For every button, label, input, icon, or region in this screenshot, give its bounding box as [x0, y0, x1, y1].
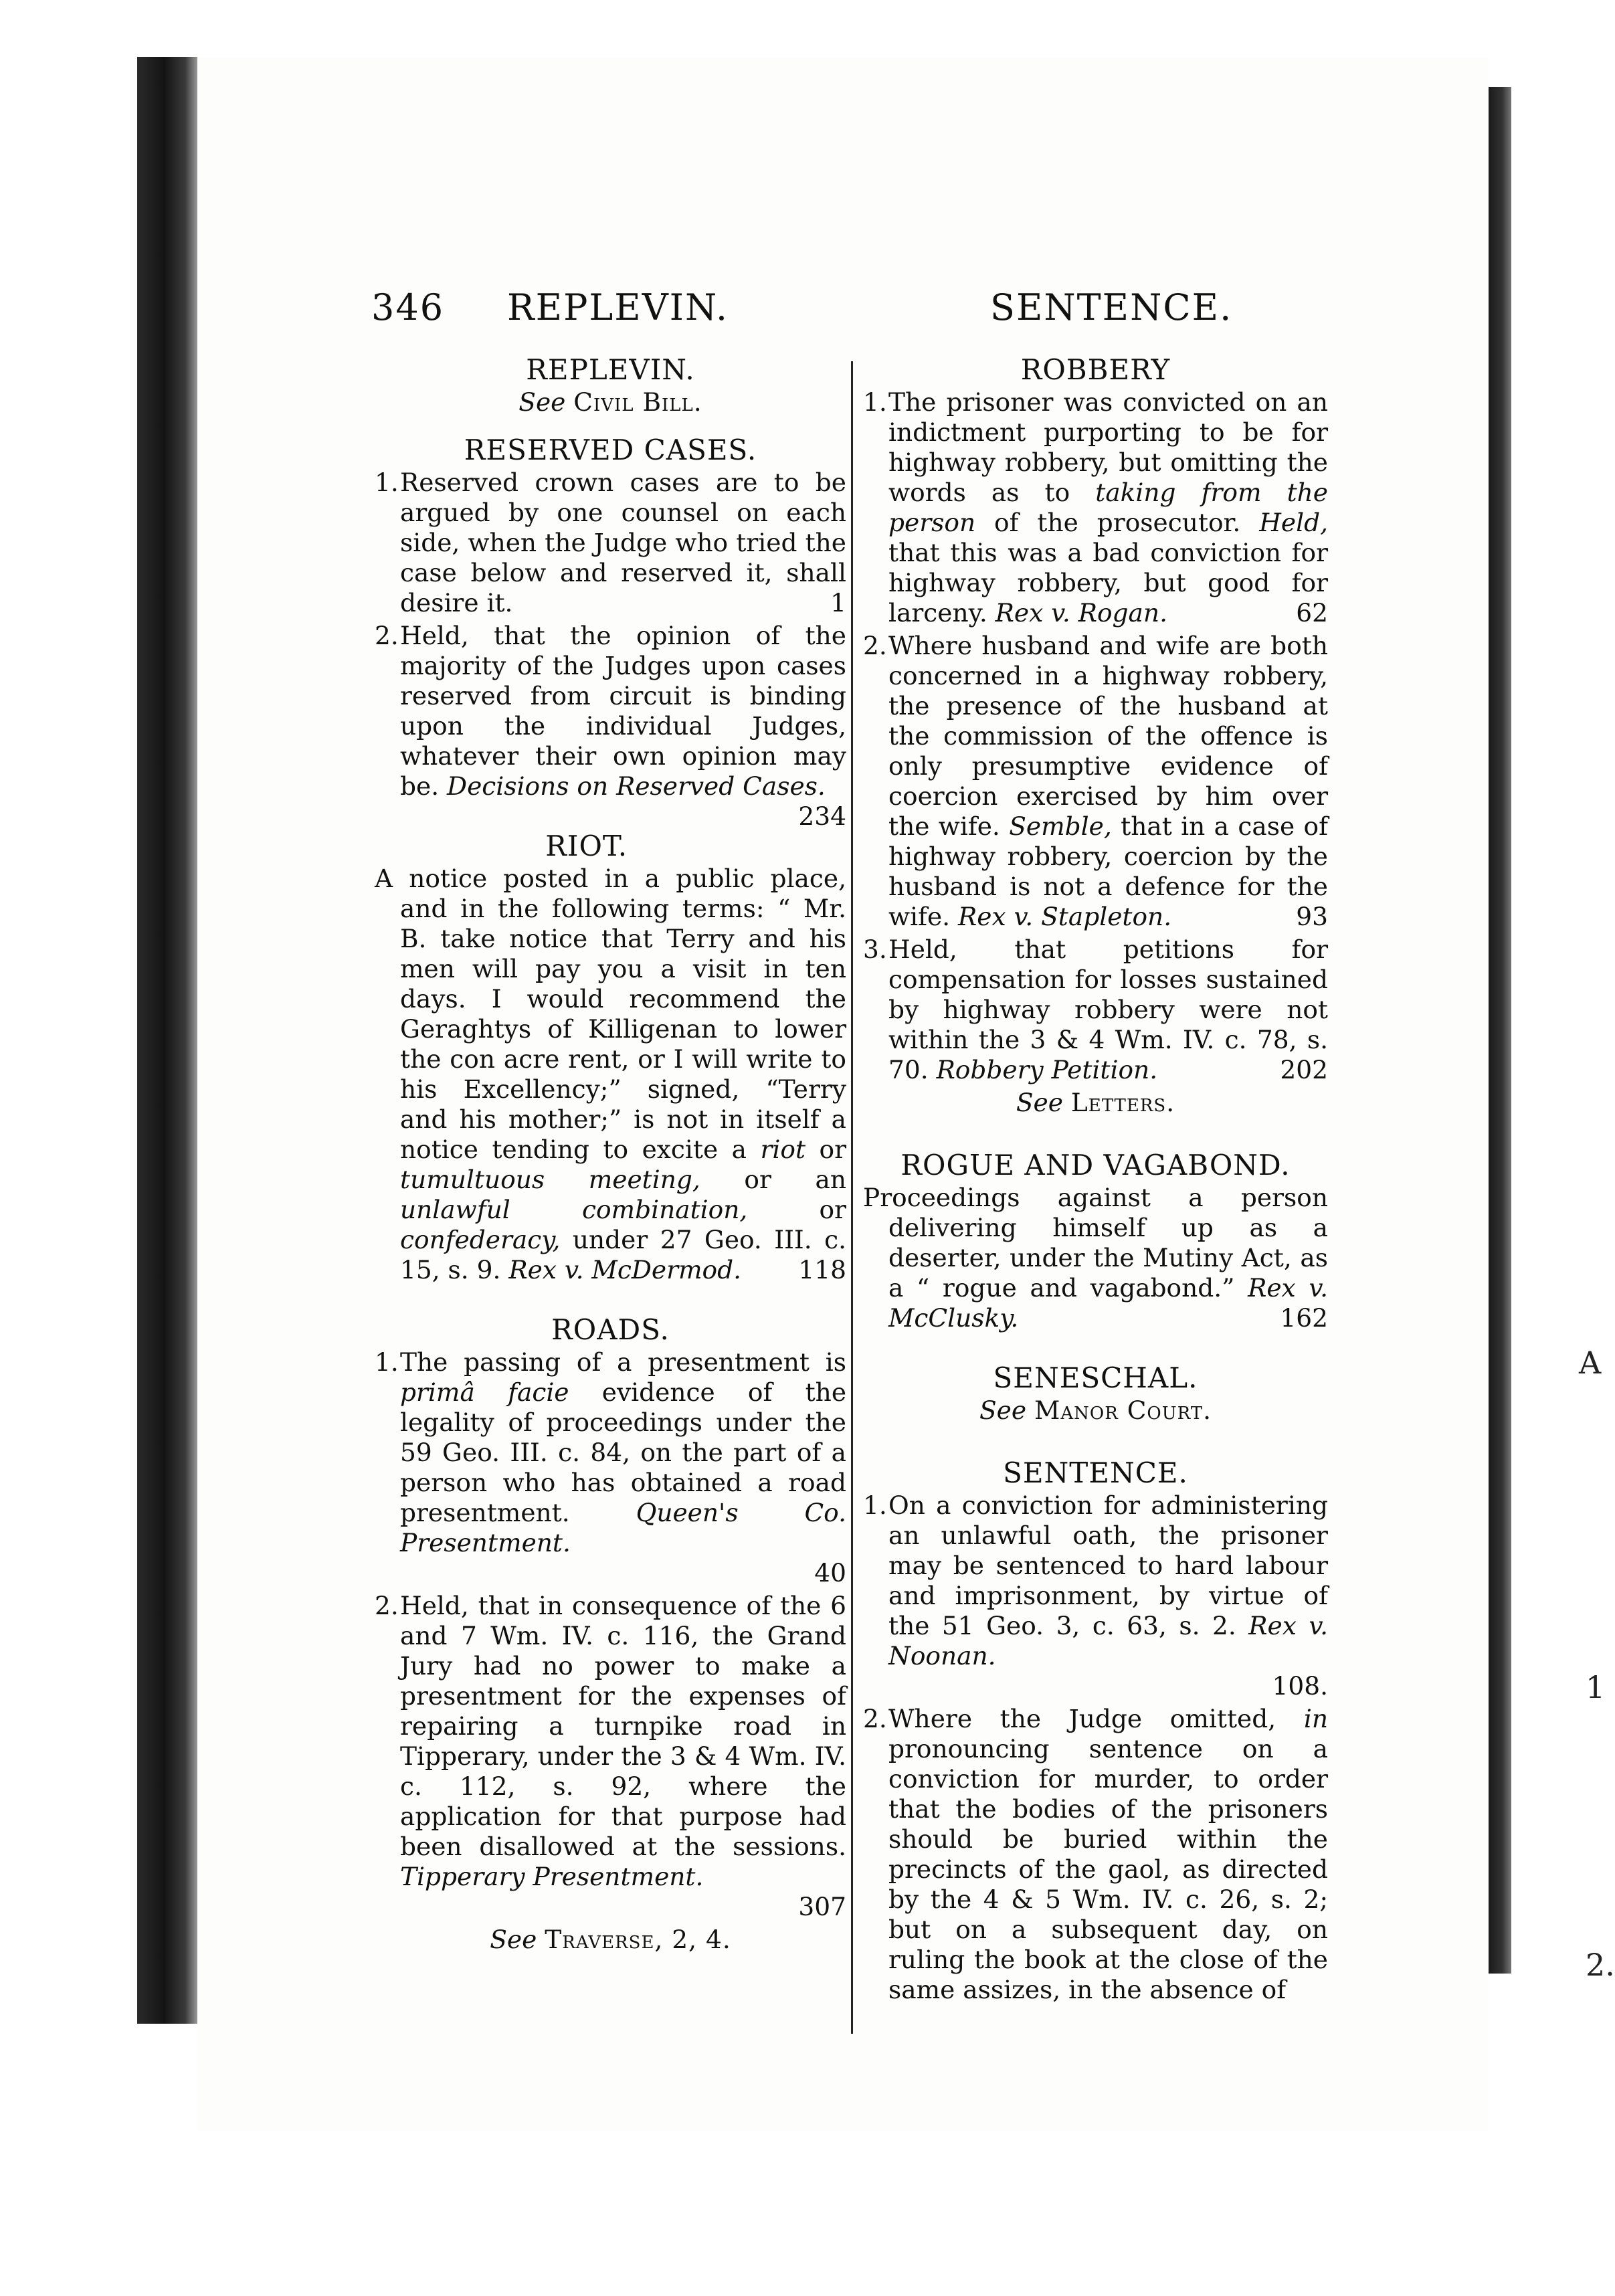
see-target: Manor Court.	[1034, 1396, 1212, 1425]
page-reference: 62	[1296, 598, 1328, 628]
entry-text: Held, that in consequence of the 6 and 7 Wm. IV. c. 116, the Grand Jury had no power to make a presentment for the expenses of repairing a turnpike road in Tipperary, under the 3 & 4 Wm. IV. c. 112, s. 92, where the application for that purpose had been disallowed at the sessions.	[400, 1591, 846, 1861]
section-heading: RESERVED CASES.	[464, 434, 757, 466]
digest-entry	[375, 468, 846, 618]
book-binding-shadow	[137, 57, 197, 2024]
left-column	[375, 355, 846, 1960]
entry-text: A notice posted in a public place, and in the following terms: “ Mr. B. take notice that Terry and his men will pay you a visit in ten days. I would recommend the Geraghtys of Killigenan to lower the con acre rent, or I will write to his Excellency;” signed, “Terry and his mother;” is not in itself a notice tending to excite a	[375, 864, 846, 1164]
entry-number: 1.	[375, 468, 399, 497]
section-heading: ROBBERY	[1020, 353, 1171, 386]
section-heading: RIOT.	[545, 830, 628, 862]
digest-entry	[863, 387, 1328, 628]
italic-term: riot	[760, 1135, 806, 1164]
case-citation: Rex v. McClusky.	[888, 1273, 1329, 1333]
entry-number: 1.	[863, 387, 887, 417]
page-reference: 234	[798, 801, 846, 831]
section-heading: SENTENCE.	[1003, 1456, 1188, 1489]
digest-entry	[375, 1591, 846, 1922]
see-word: See	[979, 1396, 1027, 1425]
section-heading: REPLEVIN.	[526, 353, 695, 386]
entry-text: The passing of a presentment is	[400, 1347, 846, 1377]
entry-text: On a conviction for administering an unlawful oath, the prisoner may be sentenced to hard labour and imprisonment, by virtue of the 51 Geo. 3, c. 63, s. 2.	[888, 1491, 1328, 1640]
cross-reference	[375, 1925, 846, 1955]
case-citation: Rex v. Rogan.	[995, 598, 1167, 628]
page-number: 346	[371, 286, 445, 328]
digest-entry	[863, 1183, 1328, 1333]
page-reference: 1	[830, 588, 846, 617]
cross-reference	[863, 1396, 1328, 1426]
page-reference: 162	[1280, 1303, 1328, 1333]
cross-reference	[375, 387, 846, 417]
entry-text: Held, that the opinion of the majority of the Judges upon cases reserved from circuit is binding upon the individual Judges, whatever their own opinion may be.	[400, 621, 846, 801]
running-head-right: SENTENCE.	[990, 286, 1233, 328]
running-head-left: REPLEVIN.	[507, 286, 729, 328]
digest-entry	[863, 935, 1328, 1085]
column-divider	[851, 361, 853, 2034]
entry-text: or	[819, 1135, 847, 1164]
entry-text: evidence of the legality of proceedings under the 59 Geo. III. c. 84, on the part of a person who has obtained a road presentment.	[400, 1377, 847, 1527]
page-reference: 93	[1296, 902, 1328, 931]
digest-entry	[375, 621, 846, 831]
stray-mark: A	[1579, 1345, 1602, 1381]
italic-term: confederacy,	[400, 1225, 561, 1254]
entry-number: 2.	[375, 1591, 399, 1620]
italic-term: Held,	[1259, 508, 1329, 537]
stray-mark: 2.	[1586, 1947, 1615, 1983]
italic-term: Semble,	[1009, 811, 1112, 841]
entry-text: or an	[744, 1165, 846, 1194]
see-word: See	[518, 387, 566, 417]
entry-number: 3.	[863, 935, 887, 964]
entry-text: Proceedings against a person delivering himself up as a deserter, under the Mutiny Act, as a “ rogue and vagabond.”	[863, 1183, 1328, 1303]
entry-number: 1.	[375, 1347, 399, 1377]
digest-entry	[375, 1347, 846, 1588]
entry-text: Held, that petitions for compensation for losses sustained by highway robbery were not within the 3 & 4 Wm. IV. c. 78, s. 70.	[888, 935, 1328, 1084]
italic-term: in	[1303, 1704, 1328, 1733]
page-reference: 202	[1280, 1055, 1328, 1084]
case-citation: Queen's Co. Presentment.	[400, 1498, 847, 1557]
italic-term: taking from the person	[888, 478, 1328, 537]
case-citation: Decisions on Reserved Cases.	[447, 771, 826, 801]
entry-text: under 27 Geo. III. c. 15, s. 9.	[400, 1225, 847, 1284]
italic-term: tumultuous meeting,	[400, 1165, 700, 1194]
section-heading: ROADS.	[551, 1313, 670, 1346]
entry-number: 2.	[863, 631, 887, 660]
page-reference: 40	[814, 1558, 846, 1588]
page-reference: 307	[798, 1892, 846, 1921]
section-heading: SENESCHAL.	[993, 1361, 1198, 1394]
italic-term: unlawful combination,	[400, 1195, 748, 1224]
see-target: Letters.	[1070, 1088, 1175, 1117]
entry-number: 2.	[375, 621, 399, 650]
case-citation: Tipperary Presentment.	[400, 1862, 704, 1891]
entry-text: of the prosecutor.	[994, 508, 1241, 537]
next-page-edge	[1489, 87, 1511, 1974]
see-target: Civil Bill.	[573, 387, 702, 417]
entry-text: that this was a bad conviction for highway robbery, but good for larceny.	[888, 538, 1328, 628]
see-word: See	[1016, 1088, 1063, 1117]
see-word: See	[490, 1925, 537, 1954]
digest-entry	[863, 1491, 1328, 1701]
entry-text: Reserved crown cases are to be argued by one counsel on each side, when the Judge who tried the case below and reserved it, shall desire it.	[400, 468, 846, 617]
digest-entry	[375, 864, 846, 1285]
page-reference: 118	[798, 1255, 846, 1284]
case-citation: Rex v. Stapleton.	[958, 902, 1172, 931]
case-citation: Robbery Petition.	[936, 1055, 1158, 1084]
stray-mark: 1	[1586, 1669, 1606, 1705]
digest-entry	[863, 1704, 1328, 2005]
entry-text: Where husband and wife are both concerned in a highway robbery, the presence of the husband at the commission of the offence is only presumptive evidence of coercion exercised by him over the wife.	[888, 631, 1328, 841]
entry-text: pronouncing sentence on a conviction for murder, to order that the bodies of the prisoners should be buried within the precincts of the gaol, as directed by the 4 & 5 Wm. IV. c. 26, s. 2; but on a subsequent day, on ruling the book at the close of the same assizes, in the absence of	[888, 1734, 1328, 2004]
page-reference: 108.	[1272, 1671, 1328, 1701]
right-column	[863, 355, 1328, 2008]
case-citation: Rex v. Noonan.	[888, 1611, 1329, 1670]
entry-text: The prisoner was convicted on an indictment purporting to be for highway robbery, but omitting the words as to	[888, 387, 1328, 507]
case-citation: Rex v. McDermod.	[508, 1255, 742, 1284]
entry-number: 2.	[863, 1704, 887, 1733]
entry-number: 1.	[863, 1491, 887, 1520]
entry-text: Where the Judge omitted,	[888, 1704, 1276, 1733]
digest-entry	[863, 631, 1328, 932]
italic-term: primâ facie	[400, 1377, 569, 1407]
entry-text: that in a case of highway robbery, coercion by the husband is not a defence for the wife.	[888, 811, 1329, 931]
see-target: Traverse, 2, 4.	[545, 1925, 731, 1954]
cross-reference	[863, 1088, 1328, 1118]
entry-text: or	[819, 1195, 846, 1224]
section-heading: ROGUE AND VAGABOND.	[900, 1149, 1291, 1181]
